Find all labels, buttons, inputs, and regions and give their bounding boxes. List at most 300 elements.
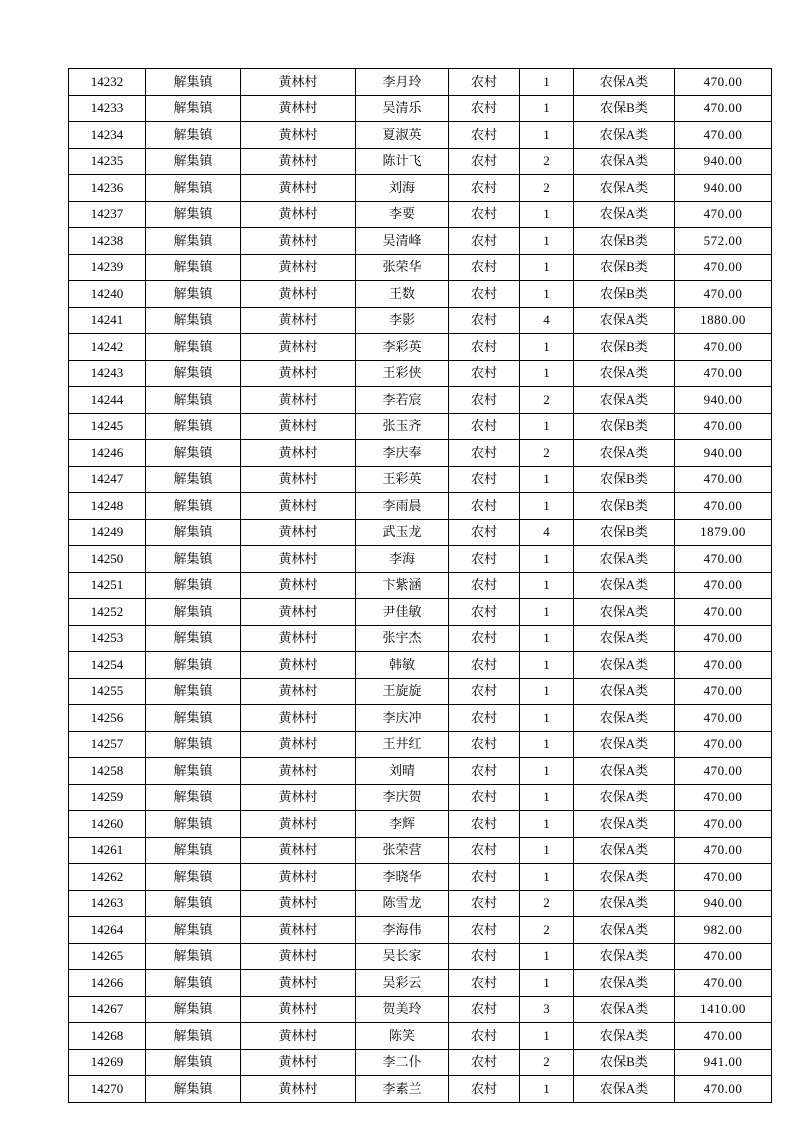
cell-name: 刘海 [356, 175, 449, 202]
cell-amount: 470.00 [675, 334, 772, 361]
cell-village: 黄林村 [241, 281, 356, 308]
cell-village: 黄林村 [241, 625, 356, 652]
cell-name: 李庆奉 [356, 440, 449, 467]
cell-amount: 940.00 [675, 890, 772, 917]
cell-count: 1 [520, 678, 574, 705]
cell-name: 王彩英 [356, 466, 449, 493]
cell-category: 农保B类 [574, 228, 675, 255]
cell-village: 黄林村 [241, 1076, 356, 1103]
cell-count: 1 [520, 493, 574, 520]
cell-id: 14258 [69, 758, 146, 785]
cell-name: 李影 [356, 307, 449, 334]
cell-type: 农村 [449, 281, 520, 308]
cell-count: 2 [520, 148, 574, 175]
cell-id: 14244 [69, 387, 146, 414]
cell-type: 农村 [449, 69, 520, 96]
cell-type: 农村 [449, 758, 520, 785]
cell-name: 贺美玲 [356, 996, 449, 1023]
cell-amount: 470.00 [675, 254, 772, 281]
cell-village: 黄林村 [241, 811, 356, 838]
cell-type: 农村 [449, 440, 520, 467]
cell-count: 1 [520, 281, 574, 308]
table-row [69, 546, 772, 573]
cell-id: 14263 [69, 890, 146, 917]
table-row [69, 201, 772, 228]
cell-town: 解集镇 [146, 387, 241, 414]
cell-town: 解集镇 [146, 360, 241, 387]
cell-count: 1 [520, 122, 574, 149]
cell-category: 农保A类 [574, 69, 675, 96]
table-row [69, 625, 772, 652]
cell-category: 农保B类 [574, 413, 675, 440]
cell-category: 农保A类 [574, 201, 675, 228]
cell-town: 解集镇 [146, 493, 241, 520]
table-row [69, 360, 772, 387]
cell-category: 农保A类 [574, 387, 675, 414]
cell-type: 农村 [449, 175, 520, 202]
cell-category: 农保B类 [574, 95, 675, 122]
table-row [69, 572, 772, 599]
cell-category: 农保A类 [574, 784, 675, 811]
cell-town: 解集镇 [146, 943, 241, 970]
cell-count: 1 [520, 413, 574, 440]
cell-type: 农村 [449, 387, 520, 414]
cell-town: 解集镇 [146, 519, 241, 546]
cell-count: 1 [520, 228, 574, 255]
cell-name: 李月玲 [356, 69, 449, 96]
cell-town: 解集镇 [146, 228, 241, 255]
cell-name: 陈雪龙 [356, 890, 449, 917]
cell-village: 黄林村 [241, 440, 356, 467]
cell-category: 农保A类 [574, 890, 675, 917]
cell-amount: 470.00 [675, 943, 772, 970]
cell-amount: 470.00 [675, 705, 772, 732]
cell-amount: 470.00 [675, 493, 772, 520]
cell-id: 14255 [69, 678, 146, 705]
cell-id: 14257 [69, 731, 146, 758]
cell-village: 黄林村 [241, 69, 356, 96]
cell-type: 农村 [449, 95, 520, 122]
cell-village: 黄林村 [241, 148, 356, 175]
cell-name: 张宇杰 [356, 625, 449, 652]
cell-type: 农村 [449, 519, 520, 546]
cell-type: 农村 [449, 1049, 520, 1076]
cell-town: 解集镇 [146, 334, 241, 361]
cell-amount: 470.00 [675, 572, 772, 599]
table-row [69, 95, 772, 122]
cell-name: 张荣华 [356, 254, 449, 281]
cell-type: 农村 [449, 731, 520, 758]
cell-town: 解集镇 [146, 705, 241, 732]
cell-count: 1 [520, 731, 574, 758]
cell-name: 吴清峰 [356, 228, 449, 255]
cell-town: 解集镇 [146, 970, 241, 997]
cell-village: 黄林村 [241, 784, 356, 811]
cell-amount: 470.00 [675, 1076, 772, 1103]
table-row [69, 678, 772, 705]
cell-id: 14253 [69, 625, 146, 652]
cell-count: 1 [520, 705, 574, 732]
cell-name: 张玉齐 [356, 413, 449, 440]
cell-town: 解集镇 [146, 917, 241, 944]
cell-town: 解集镇 [146, 440, 241, 467]
table-row [69, 307, 772, 334]
cell-town: 解集镇 [146, 599, 241, 626]
cell-id: 14267 [69, 996, 146, 1023]
cell-id: 14248 [69, 493, 146, 520]
cell-name: 吴彩云 [356, 970, 449, 997]
cell-category: 农保A类 [574, 678, 675, 705]
table-row [69, 758, 772, 785]
cell-village: 黄林村 [241, 466, 356, 493]
table-row [69, 943, 772, 970]
cell-name: 韩敏 [356, 652, 449, 679]
table-row [69, 387, 772, 414]
cell-type: 农村 [449, 837, 520, 864]
cell-id: 14233 [69, 95, 146, 122]
cell-town: 解集镇 [146, 201, 241, 228]
cell-id: 14232 [69, 69, 146, 96]
cell-name: 李素兰 [356, 1076, 449, 1103]
table-row [69, 996, 772, 1023]
cell-town: 解集镇 [146, 731, 241, 758]
cell-id: 14245 [69, 413, 146, 440]
cell-town: 解集镇 [146, 864, 241, 891]
cell-id: 14242 [69, 334, 146, 361]
cell-count: 1 [520, 811, 574, 838]
cell-name: 吴长家 [356, 943, 449, 970]
cell-town: 解集镇 [146, 996, 241, 1023]
cell-category: 农保A类 [574, 917, 675, 944]
table-row [69, 837, 772, 864]
cell-name: 李庆冲 [356, 705, 449, 732]
cell-amount: 940.00 [675, 440, 772, 467]
table-row [69, 281, 772, 308]
cell-category: 农保A类 [574, 360, 675, 387]
cell-category: 农保A类 [574, 837, 675, 864]
cell-name: 卞紫涵 [356, 572, 449, 599]
cell-amount: 470.00 [675, 599, 772, 626]
cell-id: 14261 [69, 837, 146, 864]
cell-village: 黄林村 [241, 890, 356, 917]
cell-type: 农村 [449, 122, 520, 149]
cell-type: 农村 [449, 652, 520, 679]
table-row [69, 466, 772, 493]
cell-category: 农保A类 [574, 175, 675, 202]
cell-town: 解集镇 [146, 1076, 241, 1103]
cell-town: 解集镇 [146, 758, 241, 785]
table-row [69, 890, 772, 917]
cell-village: 黄林村 [241, 254, 356, 281]
cell-count: 1 [520, 334, 574, 361]
cell-category: 农保B类 [574, 254, 675, 281]
roster-table [68, 68, 772, 1103]
cell-name: 王井红 [356, 731, 449, 758]
cell-name: 吴清乐 [356, 95, 449, 122]
cell-count: 1 [520, 254, 574, 281]
cell-type: 农村 [449, 307, 520, 334]
cell-town: 解集镇 [146, 784, 241, 811]
cell-count: 1 [520, 466, 574, 493]
cell-amount: 1410.00 [675, 996, 772, 1023]
cell-category: 农保B类 [574, 519, 675, 546]
cell-id: 14262 [69, 864, 146, 891]
cell-name: 王数 [356, 281, 449, 308]
cell-name: 李晓华 [356, 864, 449, 891]
cell-id: 14247 [69, 466, 146, 493]
table-row [69, 917, 772, 944]
cell-type: 农村 [449, 228, 520, 255]
cell-count: 2 [520, 917, 574, 944]
cell-amount: 470.00 [675, 811, 772, 838]
cell-type: 农村 [449, 1023, 520, 1050]
cell-village: 黄林村 [241, 334, 356, 361]
cell-name: 李要 [356, 201, 449, 228]
cell-amount: 470.00 [675, 731, 772, 758]
cell-town: 解集镇 [146, 69, 241, 96]
cell-amount: 470.00 [675, 678, 772, 705]
cell-amount: 470.00 [675, 1023, 772, 1050]
table-row [69, 864, 772, 891]
cell-amount: 470.00 [675, 784, 772, 811]
cell-name: 李庆贺 [356, 784, 449, 811]
cell-type: 农村 [449, 148, 520, 175]
cell-village: 黄林村 [241, 201, 356, 228]
cell-village: 黄林村 [241, 175, 356, 202]
cell-category: 农保B类 [574, 281, 675, 308]
cell-category: 农保A类 [574, 122, 675, 149]
cell-count: 1 [520, 69, 574, 96]
cell-category: 农保A类 [574, 148, 675, 175]
cell-village: 黄林村 [241, 122, 356, 149]
cell-village: 黄林村 [241, 519, 356, 546]
cell-category: 农保B类 [574, 334, 675, 361]
cell-count: 2 [520, 387, 574, 414]
cell-town: 解集镇 [146, 625, 241, 652]
cell-id: 14265 [69, 943, 146, 970]
cell-name: 王彩侠 [356, 360, 449, 387]
cell-amount: 470.00 [675, 466, 772, 493]
cell-type: 农村 [449, 970, 520, 997]
cell-id: 14236 [69, 175, 146, 202]
cell-count: 2 [520, 890, 574, 917]
cell-category: 农保A类 [574, 731, 675, 758]
cell-town: 解集镇 [146, 811, 241, 838]
table-row [69, 440, 772, 467]
cell-category: 农保B类 [574, 493, 675, 520]
cell-category: 农保B类 [574, 466, 675, 493]
cell-town: 解集镇 [146, 890, 241, 917]
cell-amount: 470.00 [675, 122, 772, 149]
cell-count: 2 [520, 440, 574, 467]
cell-id: 14269 [69, 1049, 146, 1076]
cell-amount: 470.00 [675, 201, 772, 228]
cell-amount: 470.00 [675, 281, 772, 308]
cell-type: 农村 [449, 943, 520, 970]
cell-amount: 941.00 [675, 1049, 772, 1076]
cell-village: 黄林村 [241, 731, 356, 758]
cell-village: 黄林村 [241, 758, 356, 785]
cell-type: 农村 [449, 917, 520, 944]
cell-type: 农村 [449, 334, 520, 361]
cell-type: 农村 [449, 413, 520, 440]
cell-category: 农保A类 [574, 599, 675, 626]
cell-category: 农保A类 [574, 440, 675, 467]
cell-village: 黄林村 [241, 546, 356, 573]
cell-count: 2 [520, 175, 574, 202]
cell-type: 农村 [449, 360, 520, 387]
table-row [69, 493, 772, 520]
cell-count: 1 [520, 546, 574, 573]
cell-name: 武玉龙 [356, 519, 449, 546]
table-row [69, 228, 772, 255]
cell-id: 14243 [69, 360, 146, 387]
cell-count: 1 [520, 652, 574, 679]
cell-count: 1 [520, 1023, 574, 1050]
cell-count: 1 [520, 784, 574, 811]
cell-id: 14256 [69, 705, 146, 732]
cell-amount: 470.00 [675, 360, 772, 387]
cell-village: 黄林村 [241, 837, 356, 864]
cell-id: 14234 [69, 122, 146, 149]
cell-category: 农保A类 [574, 1023, 675, 1050]
cell-town: 解集镇 [146, 1023, 241, 1050]
cell-town: 解集镇 [146, 837, 241, 864]
cell-id: 14235 [69, 148, 146, 175]
cell-id: 14241 [69, 307, 146, 334]
cell-category: 农保A类 [574, 307, 675, 334]
cell-name: 陈计飞 [356, 148, 449, 175]
cell-village: 黄林村 [241, 572, 356, 599]
cell-type: 农村 [449, 996, 520, 1023]
cell-village: 黄林村 [241, 652, 356, 679]
cell-village: 黄林村 [241, 95, 356, 122]
cell-amount: 470.00 [675, 546, 772, 573]
cell-name: 陈笑 [356, 1023, 449, 1050]
cell-id: 14252 [69, 599, 146, 626]
cell-town: 解集镇 [146, 546, 241, 573]
cell-town: 解集镇 [146, 678, 241, 705]
cell-amount: 1879.00 [675, 519, 772, 546]
cell-amount: 470.00 [675, 837, 772, 864]
table-row [69, 148, 772, 175]
cell-amount: 940.00 [675, 148, 772, 175]
table-row [69, 254, 772, 281]
cell-village: 黄林村 [241, 307, 356, 334]
cell-id: 14254 [69, 652, 146, 679]
cell-amount: 470.00 [675, 69, 772, 96]
cell-count: 1 [520, 970, 574, 997]
cell-type: 农村 [449, 705, 520, 732]
cell-category: 农保A类 [574, 652, 675, 679]
cell-village: 黄林村 [241, 228, 356, 255]
cell-name: 尹佳敏 [356, 599, 449, 626]
cell-count: 1 [520, 95, 574, 122]
table-row [69, 519, 772, 546]
cell-id: 14266 [69, 970, 146, 997]
cell-type: 农村 [449, 201, 520, 228]
cell-amount: 470.00 [675, 970, 772, 997]
cell-type: 农村 [449, 254, 520, 281]
cell-category: 农保B类 [574, 1049, 675, 1076]
cell-name: 李辉 [356, 811, 449, 838]
cell-count: 3 [520, 996, 574, 1023]
table-row [69, 1076, 772, 1103]
cell-id: 14246 [69, 440, 146, 467]
table-row [69, 1049, 772, 1076]
cell-category: 农保A类 [574, 996, 675, 1023]
cell-town: 解集镇 [146, 281, 241, 308]
cell-town: 解集镇 [146, 175, 241, 202]
cell-count: 1 [520, 758, 574, 785]
cell-id: 14264 [69, 917, 146, 944]
cell-type: 农村 [449, 678, 520, 705]
cell-id: 14270 [69, 1076, 146, 1103]
cell-id: 14237 [69, 201, 146, 228]
cell-type: 农村 [449, 784, 520, 811]
table-row [69, 175, 772, 202]
table-row [69, 1023, 772, 1050]
cell-village: 黄林村 [241, 970, 356, 997]
cell-amount: 470.00 [675, 625, 772, 652]
cell-amount: 470.00 [675, 864, 772, 891]
cell-town: 解集镇 [146, 1049, 241, 1076]
cell-name: 李彩英 [356, 334, 449, 361]
cell-name: 夏淑英 [356, 122, 449, 149]
cell-amount: 1880.00 [675, 307, 772, 334]
cell-count: 1 [520, 625, 574, 652]
cell-amount: 470.00 [675, 413, 772, 440]
cell-count: 1 [520, 572, 574, 599]
cell-amount: 982.00 [675, 917, 772, 944]
cell-category: 农保A类 [574, 705, 675, 732]
cell-category: 农保A类 [574, 970, 675, 997]
table-row [69, 652, 772, 679]
cell-village: 黄林村 [241, 917, 356, 944]
cell-id: 14249 [69, 519, 146, 546]
cell-town: 解集镇 [146, 95, 241, 122]
cell-amount: 940.00 [675, 387, 772, 414]
cell-name: 张荣营 [356, 837, 449, 864]
cell-count: 1 [520, 599, 574, 626]
cell-name: 李海 [356, 546, 449, 573]
cell-id: 14250 [69, 546, 146, 573]
table-row [69, 599, 772, 626]
cell-amount: 470.00 [675, 95, 772, 122]
cell-town: 解集镇 [146, 148, 241, 175]
table-row [69, 122, 772, 149]
cell-count: 4 [520, 519, 574, 546]
cell-amount: 572.00 [675, 228, 772, 255]
cell-category: 农保A类 [574, 864, 675, 891]
cell-name: 刘晴 [356, 758, 449, 785]
cell-type: 农村 [449, 493, 520, 520]
cell-village: 黄林村 [241, 864, 356, 891]
cell-village: 黄林村 [241, 387, 356, 414]
cell-id: 14260 [69, 811, 146, 838]
cell-id: 14251 [69, 572, 146, 599]
table-row [69, 784, 772, 811]
cell-amount: 940.00 [675, 175, 772, 202]
cell-name: 王旋旋 [356, 678, 449, 705]
cell-category: 农保A类 [574, 811, 675, 838]
table-row [69, 731, 772, 758]
cell-category: 农保A类 [574, 625, 675, 652]
cell-count: 1 [520, 837, 574, 864]
cell-name: 李雨晨 [356, 493, 449, 520]
table-row [69, 705, 772, 732]
cell-town: 解集镇 [146, 572, 241, 599]
